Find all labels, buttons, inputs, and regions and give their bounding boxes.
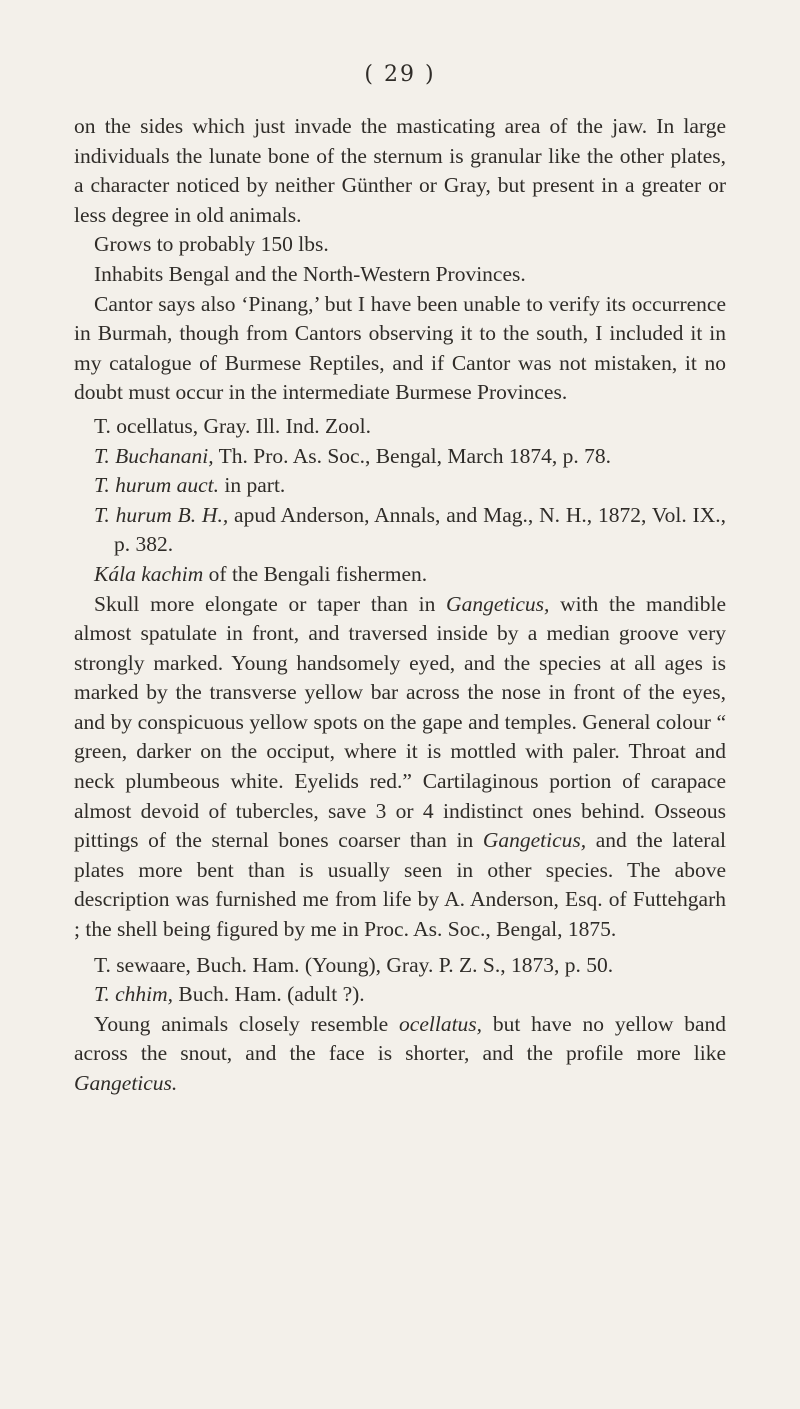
synonym-kala-kachim (74, 560, 726, 590)
synonym-hurum-auct (74, 471, 726, 501)
description-text: with the mandible almost spatulate in front, and traversed inside by a median groove very strongly marked. Young handsomely eyed, and the species at all ages is marked by the transverse yellow bar across the nose in front of the eyes, and by conspicuous yellow spots on the gape and temples. General colour “ green, darker on the occiput, where it is mottled with paler. Throat and neck plumbeous white. Eyelids red.” Cartilaginous portion of carapace almost devoid of tubercles, save 3 or 4 indistinct ones behind. Osseous pittings of the sternal bones coarser than in (74, 591, 727, 853)
synonym-ocellatus: T. ocellatus, Gray. Ill. Ind. Zool. (94, 413, 372, 438)
citation-text: apud Anderson, Annals, and Mag., N. H., 1872, Vol. IX., p. 382. (114, 502, 726, 557)
species-name: Gangeticus, (482, 828, 587, 853)
closing-text: Young animals closely resemble (94, 1011, 400, 1036)
species-name: T. chhim, (94, 982, 174, 1007)
synonym-buchanani (74, 442, 726, 472)
species-name: Kála kachim (94, 561, 204, 586)
description-text: and the lateral plates more bent than is usually seen in other species. The above description was furnished me from life by A. Anderson, Esq. of Futtehgarh ; the shell being figured by me in Proc. As. Soc., Bengal, 1875. (74, 828, 726, 942)
body-text (74, 112, 726, 1099)
species-name: ocellatus, (399, 1011, 483, 1036)
species-name: T. Buchanani, (94, 443, 214, 468)
synonym-chhim (74, 980, 726, 1010)
species-name: Gangeticus. (74, 1071, 178, 1095)
closing-text: but have no yellow band across the snout, and the face is shorter, and the profile more like (74, 1011, 726, 1066)
paragraph-sternum: on the sides which just invade the masticating area of the jaw. In large individuals the lunate bone of the sternum is granular like the other plates, a character noticed by neither Günther or Gray, but present in a greater or less degree in old animals. (74, 114, 726, 227)
synonym-hurum-bh (74, 501, 726, 560)
species-name: T. hurum auct. (94, 473, 220, 498)
paragraph-size: Grows to probably 150 lbs. (94, 232, 329, 257)
citation-text: Th. Pro. As. Soc., Bengal, March 1874, p. 78. (213, 443, 611, 468)
species-name: Gangeticus, (446, 591, 550, 616)
species-name: T. hurum B. H., (94, 502, 229, 527)
paragraph-young (74, 1010, 726, 1099)
description-text: Skull more elongate or taper than in (94, 591, 447, 616)
synonym-sewaare: T. sewaare, Buch. Ham. (Young), Gray. P. Z. S., 1873, p. 50. (94, 952, 614, 977)
paragraph-description (74, 590, 726, 945)
citation-text: Buch. Ham. (adult ?). (173, 982, 365, 1007)
citation-text: of the Bengali fishermen. (203, 561, 428, 586)
paragraph-distribution: Cantor says also ‘Pinang,’ but I have been unable to verify its occurrence in Burmah, though from Cantors observing it to the south, I included it in my catalogue of Burmese Reptiles, and if Cantor was not mistaken, it no doubt must occur in the intermediate Burmese Provinces. (74, 291, 726, 405)
citation-text: in part. (219, 473, 286, 498)
page-number: ( 29 ) (364, 62, 436, 87)
paragraph-habitat: Inhabits Bengal and the North-Western Provinces. (94, 261, 526, 286)
